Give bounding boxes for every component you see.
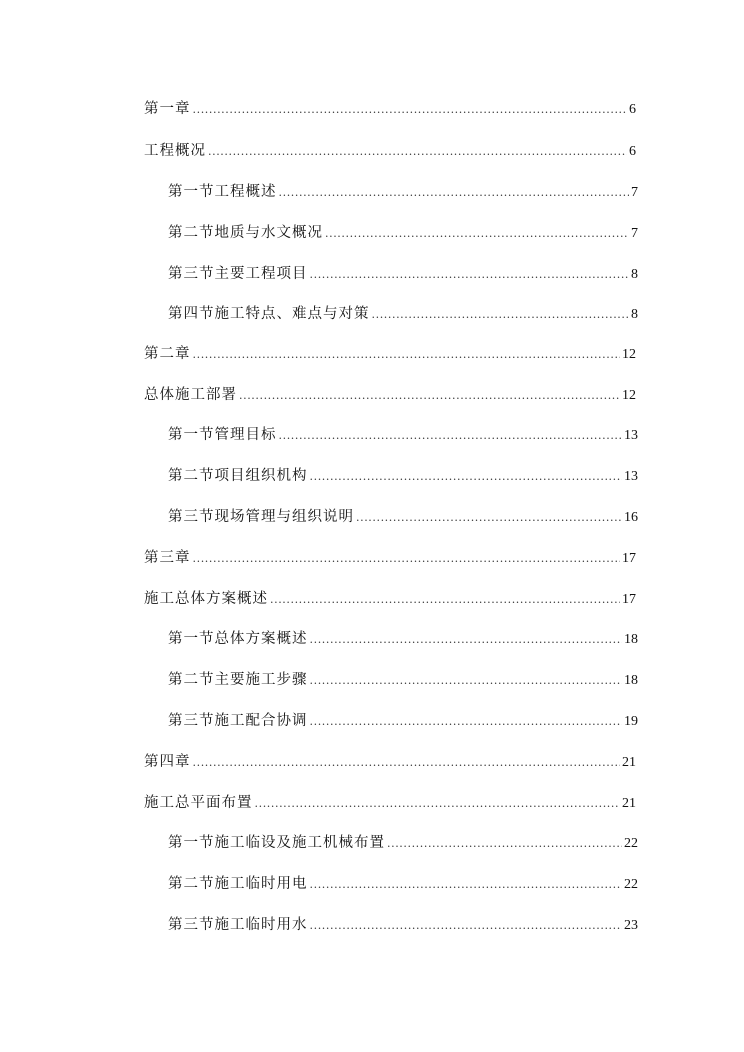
toc-section-number: 第三节 [168,713,215,729]
toc-entry-section-1-3[interactable] [168,263,638,285]
toc-entry-title: 施工临时用电 [214,876,308,892]
toc-dot-leader [310,874,623,896]
toc-page-number: 21 [622,755,636,770]
toc-entry-chapter-2[interactable] [144,343,636,365]
toc-dot-leader [310,670,623,692]
toc-entry-chapter-2-title[interactable] [144,384,636,406]
toc-entry-chapter-4[interactable] [144,751,636,773]
toc-section-number: 第二节 [168,876,215,892]
toc-dot-leader [372,304,630,326]
toc-entry-title: 总体方案概述 [214,631,308,647]
toc-entry-section-1-4[interactable] [168,303,638,325]
toc-entry-title: 地质与水文概况 [214,225,323,241]
toc-section-number: 第一节 [168,184,215,200]
toc-dot-leader [310,915,623,937]
toc-entry-chapter-4-title[interactable] [144,792,636,814]
toc-entry-section-4-1[interactable] [168,832,638,854]
toc-dot-leader [310,264,630,286]
toc-page-number: 23 [624,918,638,933]
toc-entry-title: 第四章 [144,754,191,770]
toc-dot-leader [193,344,621,366]
toc-entry-title: 第三章 [144,550,191,566]
toc-entry-title: 施工总体方案概述 [144,591,268,607]
toc-dot-leader [325,223,629,245]
toc-section-number: 第二节 [168,672,215,688]
toc-entry-title: 总体施工部署 [144,387,237,403]
toc-entry-title: 工程概述 [214,184,277,200]
toc-dot-leader [270,589,620,611]
toc-dot-leader [356,507,622,529]
toc-section-number: 第三节 [168,509,215,525]
toc-entry-title: 工程概况 [144,143,206,159]
toc-entry-section-1-1[interactable] [168,181,638,203]
toc-entry-section-3-3[interactable] [168,710,638,732]
toc-entry-title: 主要工程项目 [214,266,308,282]
toc-page-number: 19 [624,714,638,729]
toc-section-number: 第一节 [168,835,215,851]
toc-page-number: 7 [631,185,638,200]
toc-dot-leader [279,425,623,447]
toc-section-number: 第二节 [168,468,215,484]
toc-dot-leader [310,711,623,733]
toc-section-number: 第三节 [168,917,215,933]
toc-dot-leader [193,548,621,570]
toc-entry-chapter-1-title[interactable] [144,140,636,162]
toc-entry-section-2-2[interactable] [168,465,638,487]
toc-entry-section-1-2[interactable] [168,222,638,244]
toc-section-number: 第三节 [168,266,215,282]
toc-dot-leader [279,182,630,204]
toc-page-number: 13 [624,428,638,443]
toc-entry-title: 施工配合协调 [214,713,308,729]
toc-page-number: 22 [624,877,638,892]
toc-dot-leader [193,99,628,121]
toc-dot-leader [387,833,622,855]
toc-entry-section-2-1[interactable] [168,424,638,446]
toc-page-number: 12 [622,388,636,403]
toc-dot-leader [310,629,623,651]
toc-page-number: 6 [629,144,636,159]
toc-entry-section-3-2[interactable] [168,669,638,691]
toc-page-number: 17 [622,551,636,566]
toc-entry-section-2-3[interactable] [168,506,638,528]
toc-page-number: 12 [622,347,636,362]
toc-entry-title: 施工临设及施工机械布置 [214,835,385,851]
toc-entry-chapter-1[interactable] [144,98,636,120]
toc-page-number: 7 [631,226,638,241]
toc-entry-title: 现场管理与组织说明 [214,509,354,525]
toc-entry-section-3-1[interactable] [168,628,638,650]
toc-dot-leader [255,793,621,815]
toc-entry-section-4-2[interactable] [168,873,638,895]
toc-entry-title: 施工临时用水 [214,917,308,933]
toc-entry-title: 管理目标 [214,427,277,443]
toc-entry-title: 施工特点、难点与对策 [214,306,370,322]
toc-section-number: 第一节 [168,427,215,443]
toc-entry-title: 第一章 [144,101,191,117]
toc-page-number: 16 [624,510,638,525]
toc-dot-leader [208,141,627,163]
toc-entry-title: 主要施工步骤 [214,672,308,688]
toc-entry-title: 第二章 [144,346,191,362]
toc-section-number: 第二节 [168,225,215,241]
toc-page-number: 18 [624,673,638,688]
toc-dot-leader [239,385,620,407]
toc-section-number: 第一节 [168,631,215,647]
toc-entry-title: 施工总平面布置 [144,795,253,811]
toc-entry-chapter-3-title[interactable] [144,588,636,610]
toc-page-number: 8 [631,307,638,322]
toc-page-number: 17 [622,592,636,607]
toc-entry-section-4-3[interactable] [168,914,638,936]
toc-dot-leader [193,752,621,774]
toc-dot-leader [310,466,623,488]
toc-page-number: 18 [624,632,638,647]
toc-page-number: 21 [622,796,636,811]
toc-page-number: 8 [631,267,638,282]
toc-entry-chapter-3[interactable] [144,547,636,569]
toc-section-number: 第四节 [168,306,215,322]
toc-page-number: 22 [624,836,638,851]
toc-page-number: 13 [624,469,638,484]
toc-entry-title: 项目组织机构 [214,468,308,484]
toc-page-number: 6 [629,102,636,117]
